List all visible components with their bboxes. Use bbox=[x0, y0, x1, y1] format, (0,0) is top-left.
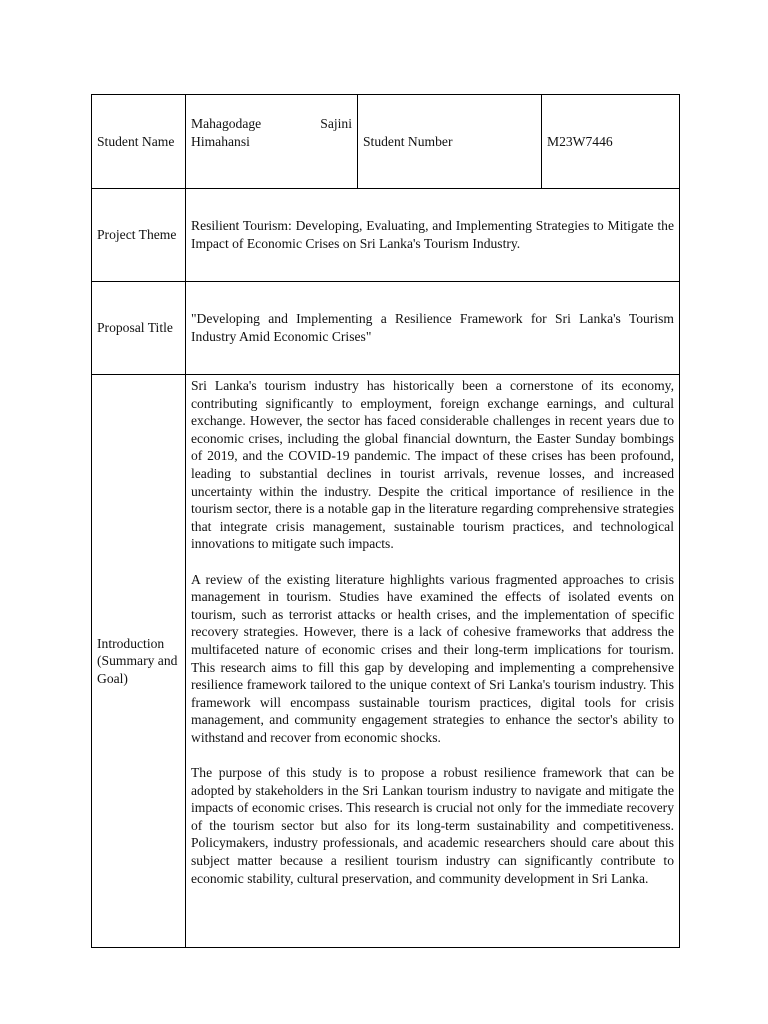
introduction-body bbox=[186, 375, 680, 948]
project-theme-label: Project Theme bbox=[92, 189, 186, 282]
project-theme-value: Resilient Tourism: Developing, Evaluating, and Implementing Strategies to Mitigate the Impact of Economic Crises on Sri Lanka's Tourism Industry. bbox=[186, 189, 680, 282]
student-name-line bbox=[191, 115, 352, 133]
introduction-paragraph-3: The purpose of this study is to propose a robust resilience framework that can be adopted by stakeholders in the Sri Lankan tourism industry to navigate and mitigate the impacts of economic crises. This research is crucial not only for the immediate recovery of the tourism sector but also for its long-term sustainability and competitiveness. Policymakers, industry professionals, and academic researchers should care about this subject matter because a resilient tourism industry can significantly contribute to economic stability, cultural preservation, and community development in Sri Lanka. bbox=[191, 765, 674, 886]
proposal-title-value: "Developing and Implementing a Resilience Framework for Sri Lanka's Tourism Industry Amid Economic Crises" bbox=[186, 282, 680, 375]
project-theme-row bbox=[92, 189, 680, 282]
student-name-middle: Sajini bbox=[320, 116, 352, 131]
proposal-form-table bbox=[91, 94, 680, 948]
student-info-row bbox=[92, 95, 680, 189]
introduction-paragraph-1: Sri Lanka's tourism industry has historically been a cornerstone of its economy, contributing significantly to employment, foreign exchange earnings, and cultural exchange. However, the sector has faced considerable challenges in recent years due to economic crises, including the global financial downturn, the Easter Sunday bombings of 2019, and the COVID-19 pandemic. The impact of these crises has been profound, leading to substantial declines in tourist arrivals, revenue losses, and increased uncertainty within the industry. Despite the critical importance of resilience in the tourism sector, there is a notable gap in the literature regarding comprehensive strategies that integrate crisis management, sustainable tourism practices, and technological innovations to mitigate such impacts. bbox=[191, 378, 674, 552]
student-name-label: Student Name bbox=[92, 95, 186, 189]
proposal-title-label: Proposal Title bbox=[92, 282, 186, 375]
student-name-first: Mahagodage bbox=[191, 116, 262, 131]
student-name-last: Himahansi bbox=[191, 133, 250, 149]
student-number-value: M23W7446 bbox=[542, 95, 680, 189]
student-number-label: Student Number bbox=[358, 95, 542, 189]
student-name-value bbox=[186, 95, 358, 189]
proposal-title-row bbox=[92, 282, 680, 375]
introduction-paragraph-2: A review of the existing literature highlights various fragmented approaches to crisis management in tourism. Studies have examined the effects of isolated events on tourism, such as terrorist attacks or health crises, and the implementation of specific recovery strategies. However, there is a lack of cohesive frameworks that address the multifaceted nature of economic crises and their long-term implications for tourism. This research aims to fill this gap by developing and implementing a comprehensive resilience framework tailored to the unique context of Sri Lanka's tourism industry. This framework will encompass sustainable tourism practices, digital tools for crisis management, and community engagement strategies to enhance the sector's ability to withstand and recover from economic shocks. bbox=[191, 571, 674, 745]
introduction-row bbox=[92, 375, 680, 948]
introduction-label: Introduction (Summary and Goal) bbox=[92, 375, 186, 948]
